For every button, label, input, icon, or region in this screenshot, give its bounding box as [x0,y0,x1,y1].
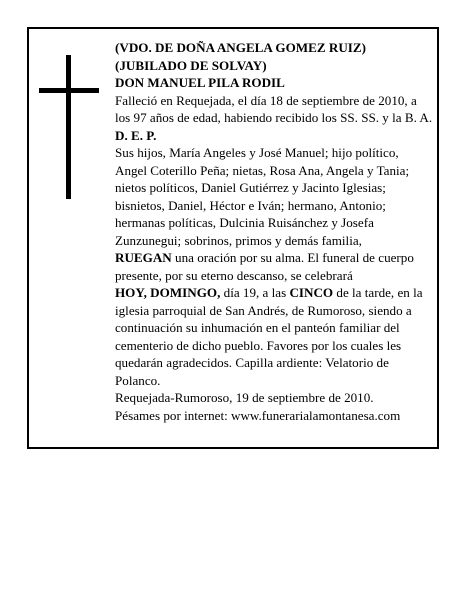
ruegan-text: RUEGAN [115,250,172,265]
family-paragraph: Sus hijos, María Angeles y José Manuel; hijo político, Angel Coterillo Peña; nietas, Rosa Ana, Angela y Tania; nietos políticos, Daniel Gutiérrez y Jacinto Iglesias; bisnietos, Daniel, Héctor e Iván; hermano, Antonio; hermanas políticas, Dulcinia Ruisánchez y Josefa Zunzunegui; sobrinos, primos y demás familia, [115,145,410,248]
cross-horizontal-bar [39,88,99,93]
funeral-details-text: de la tarde, en la iglesia parroquial de San Andrés, de Rumoroso, siendo a continuación su inhumación en el panteón familiar del cementerio de dicho pueblo. Favores por los cuales les quedarán agradecidos. Capilla ardiente: Velatorio de Polanco. [115,285,423,388]
deceased-name: DON MANUEL PILA RODIL [115,75,285,90]
condolences-website: Pésames por internet: www.funerarialamontanesa.com [115,407,401,423]
five-oclock-text: CINCO [289,285,334,300]
place-date: Requejada-Rumoroso, 19 de septiembre de 2010. [115,390,374,405]
obituary-notice [27,27,439,449]
rest-in-peace: D. E. P. [115,127,157,143]
day-text: día 19, a las [220,285,290,300]
cross-vertical-bar [66,55,71,199]
death-paragraph: Falleció en Requejada, el día 18 de septiembre de 2010, a los 97 años de edad, habiendo recibido los SS. SS. y la B. A. [115,92,433,125]
heading-retired-from: (JUBILADO DE SOLVAY) [115,57,267,73]
notice-text [115,39,433,424]
cross-icon [39,55,99,199]
funeral-paragraph [115,249,433,389]
heading-widow-of: (VDO. DE DOÑA ANGELA GOMEZ RUIZ) [115,40,366,55]
prayer-text: una oración por su alma. El funeral de cuerpo presente, por su eterno descanso, se celebrará [115,250,414,283]
today-sunday-text: HOY, DOMINGO, [115,285,221,300]
